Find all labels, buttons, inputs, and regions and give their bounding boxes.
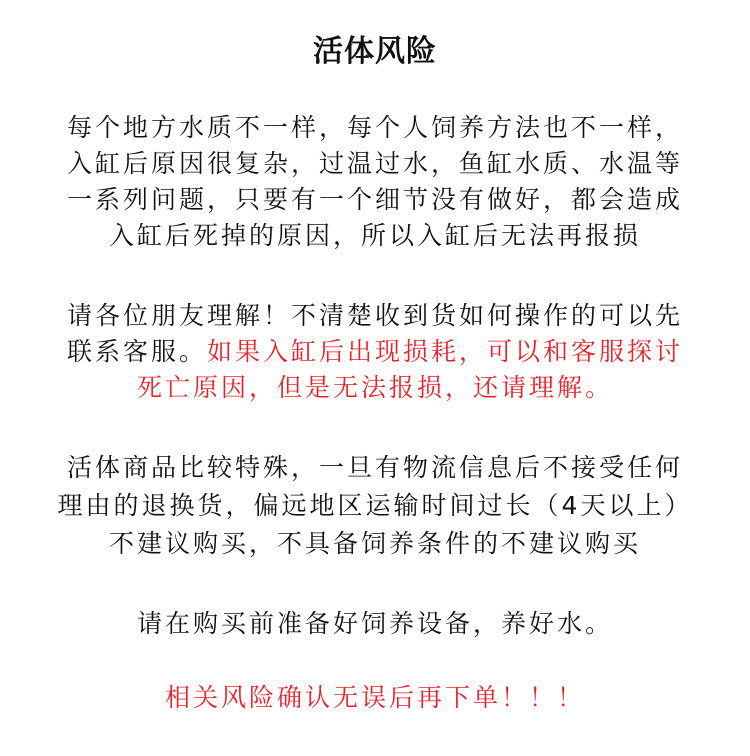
paragraph-1-line-2: 入缸后原因很复杂，过温过水，鱼缸水质、水温等 [66, 149, 683, 178]
paragraph-3-line-3: 不建议购买，不具备饲养条件的不建议购买 [108, 529, 641, 558]
paragraph-3-line-2: 理由的退换货，偏远地区运输时间过长（4天以上） [57, 491, 693, 520]
paragraph-2-line-2 [0, 334, 750, 370]
paragraph-1-line-3: 一系列问题，只要有一个细节没有做好，都会造成 [66, 185, 683, 214]
paragraph-1-line-1: 每个地方水质不一样，每个人饲养方法也不一样， [66, 113, 683, 142]
paragraph-2-line-2-red: 如果入缸后出现损耗，可以和客服探讨 [207, 337, 684, 366]
final-warning: 相关风险确认无误后再下单！！！ [164, 683, 585, 712]
paragraph-2-line-2-black: 联系客服。 [66, 337, 207, 366]
paragraph-1-line-4: 入缸后死掉的原因，所以入缸后无法再报损 [108, 221, 641, 250]
paragraph-2-line-1: 请各位朋友理解！不清楚收到货如何操作的可以先 [66, 301, 683, 330]
paragraph-4-line-1: 请在购买前准备好饲养设备，养好水。 [136, 609, 613, 638]
paragraph-3-line-1: 活体商品比较特殊，一旦有物流信息后不接受任何 [66, 453, 683, 482]
page-title: 活体风险 [313, 34, 437, 69]
paragraph-2-line-3: 死亡原因，但是无法报损，还请理解。 [136, 373, 613, 402]
